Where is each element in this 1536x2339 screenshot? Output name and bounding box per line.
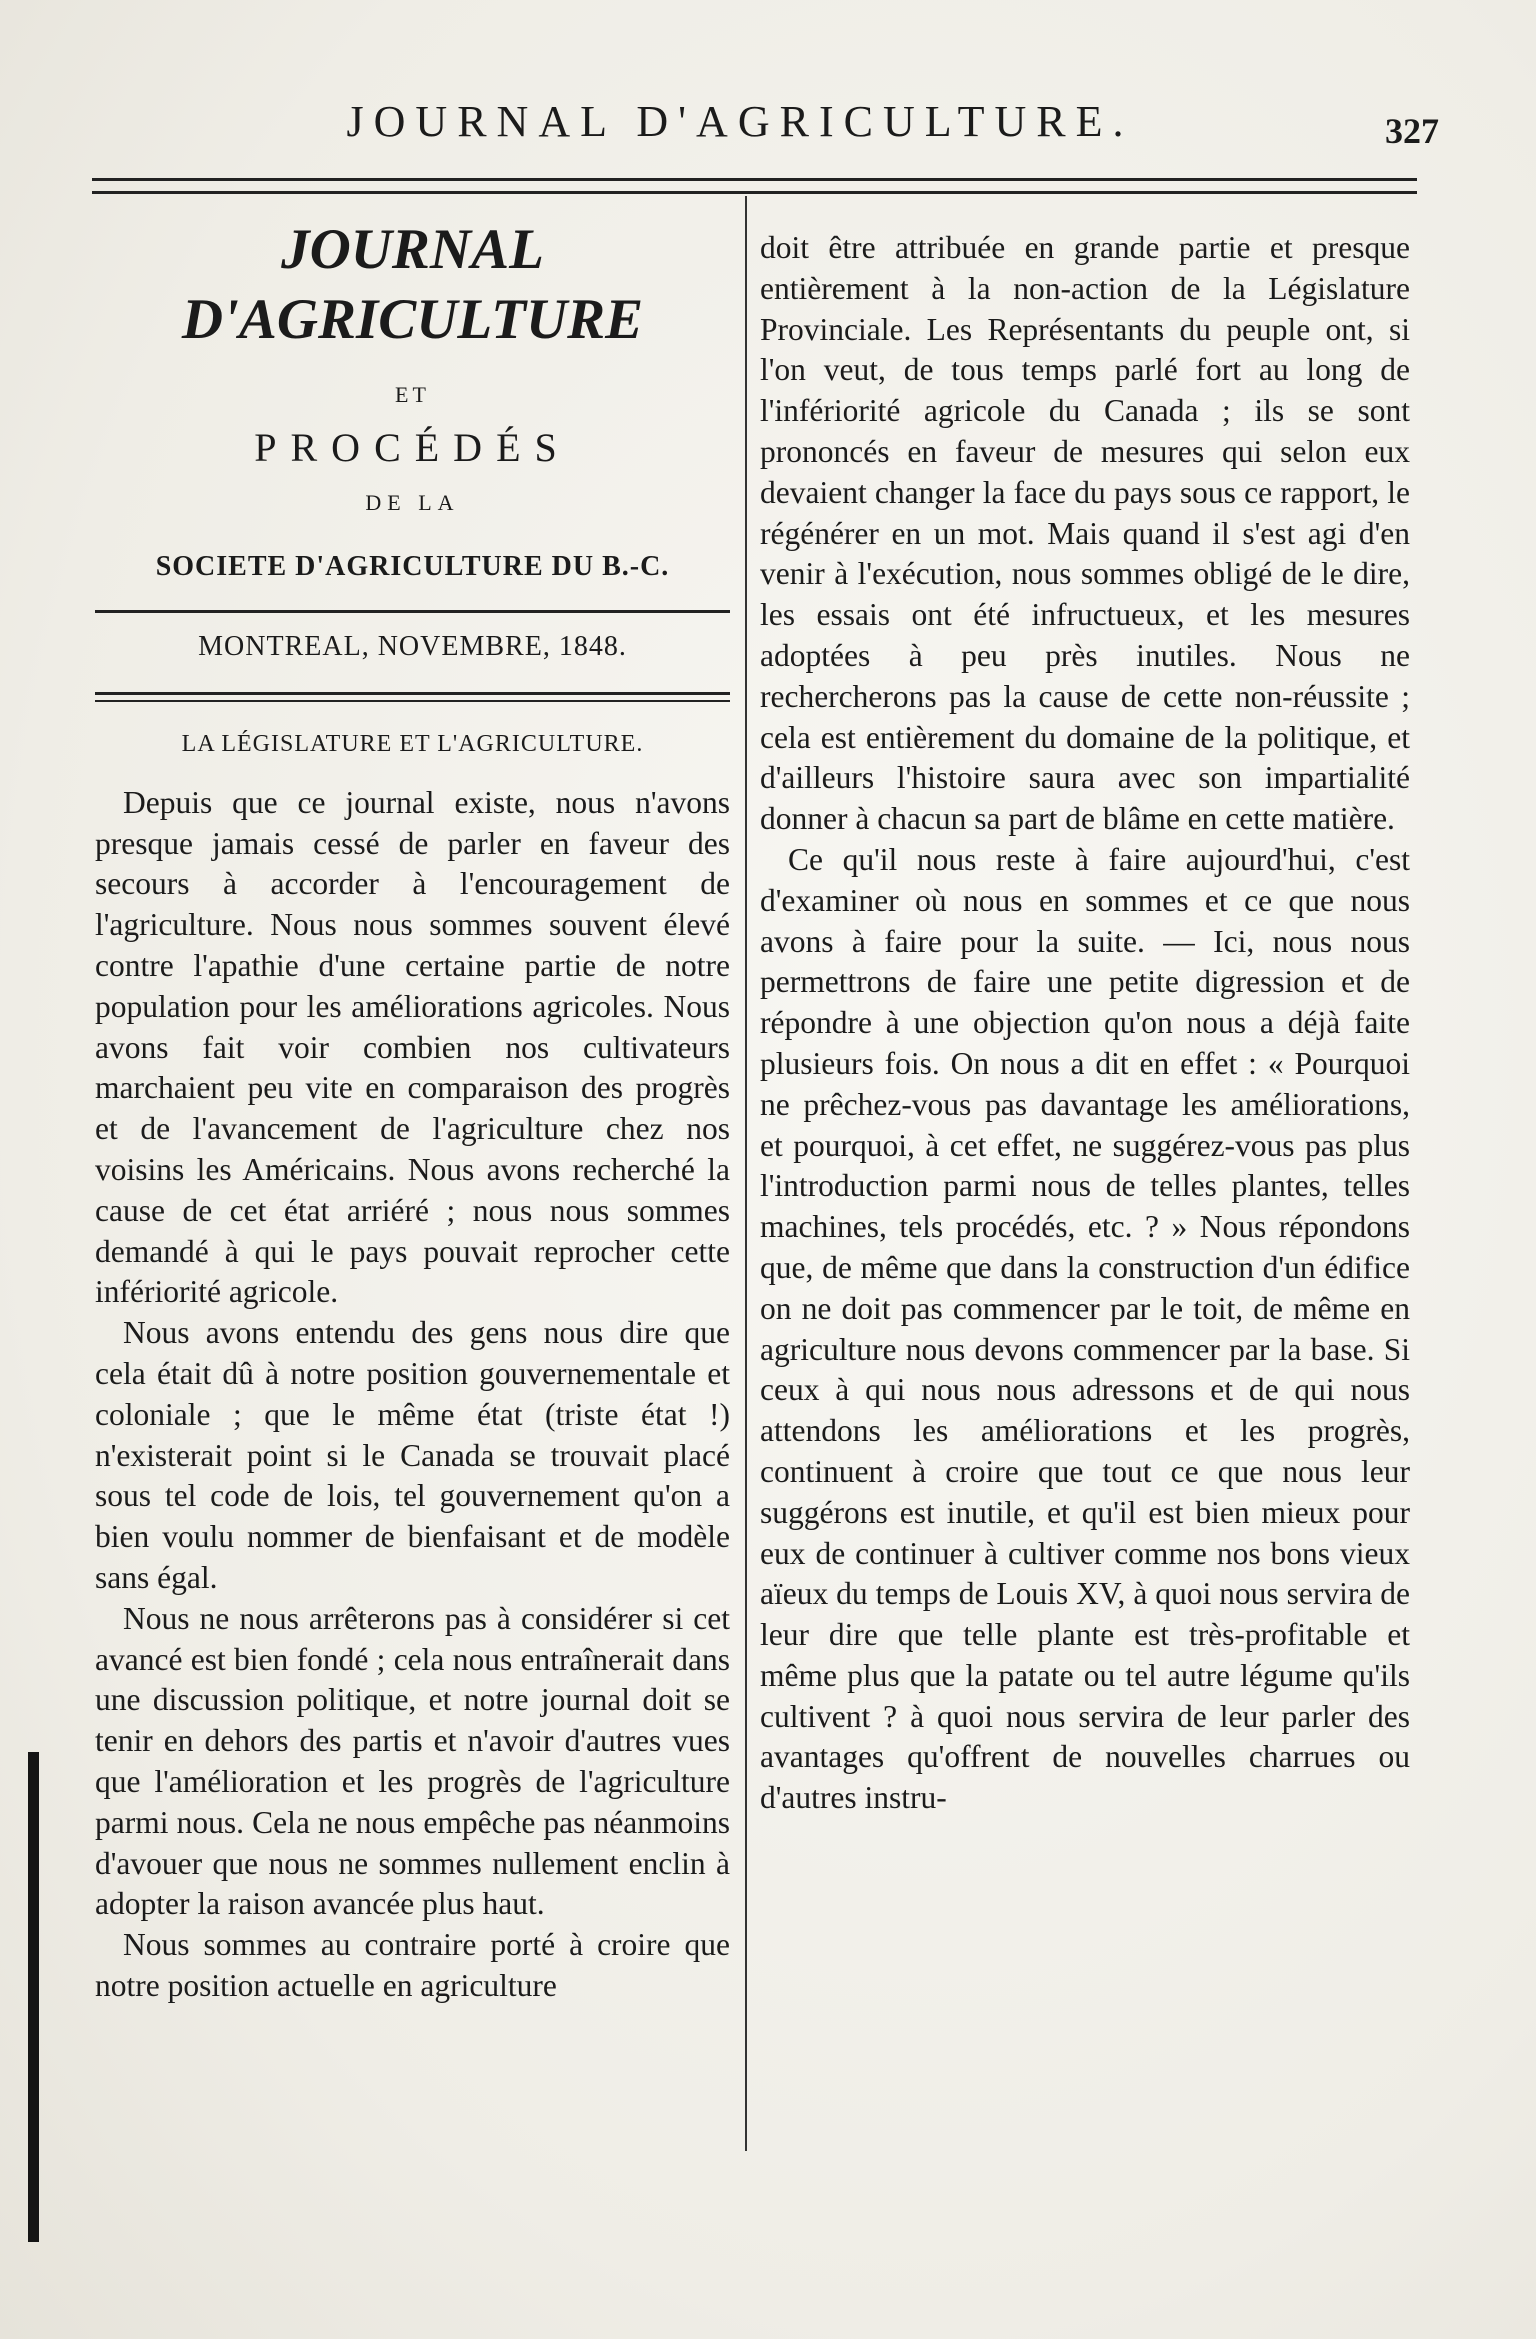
- paragraph: Nous avons entendu des gens nous dire que cela était dû à notre position gouvernementale et coloniale ; que le même état (triste état !) n'existerait point si le Canada se trouvait placé sous tel code de lois, tel gouvernement qu'on a bien voulu nommer de bienfaisant et de modèle sans égal.: [95, 1315, 730, 1595]
- paragraph: Depuis que ce journal existe, nous n'avons presque jamais cessé de parler en faveur des secours à accorder à l'encouragement de l'agriculture. Nous nous sommes souvent élevé contre l'apathie d'une certaine partie de notre population pour les améliorations agricoles. Nous avons fait voir combien nos cultivateurs marchaient peu vite en comparaison des progrès et de l'avancement de l'agriculture chez nos voisins les Américains. Nous avons recherché la cause de cet état arriéré ; nous nous sommes demandé à qui le pays pouvait reprocher cette infériorité agricole.: [95, 784, 730, 1310]
- margin-marker-bar: [28, 1752, 39, 2242]
- page-number: 327: [1385, 111, 1439, 151]
- masthead-procedes: PROCÉDÉS: [254, 424, 571, 470]
- paragraph: doit être attribuée en grande partie et presque entièrement à la non-action de la Législature Provinciale. Les Représentants du peuple ont, si l'on veut, de tous temps parlé fort au long de l'infériorité agricole du Canada ; ils se sont prononcés en faveur de mesures qui selon eux devaient changer la face du pays sous ce rapport, le régénérer en un mot. Mais quand il s'est agi d'en venir à l'exécution, nous sommes obligé de le dire, les essais ont été infructueux, et les mesures adoptées à peu près inutiles. Nous ne rechercherons pas la cause de cette non-réussite ; cela est entièrement du domaine de la politique, et d'ailleurs l'histoire saura avec son impartialité donner à chacun sa part de blâme en cette matière.: [760, 230, 1410, 837]
- masthead-rule: [95, 610, 730, 613]
- paragraph: Nous sommes au contraire porté à croire que notre position actuelle en agriculture: [95, 1927, 730, 2003]
- section-title: LA LÉGISLATURE ET L'AGRICULTURE.: [181, 730, 644, 757]
- left-column: [95, 215, 730, 2007]
- masthead-title: JOURNAL D'AGRICULTURE: [181, 218, 644, 351]
- masthead: [95, 215, 730, 702]
- right-column: [760, 228, 1410, 1819]
- dateline: MONTREAL, NOVEMBRE, 1848.: [198, 631, 627, 663]
- masthead-et: ET: [395, 382, 430, 407]
- column-divider: [745, 196, 747, 2151]
- running-title: JOURNAL D'AGRICULTURE.: [346, 97, 1134, 146]
- dateline-rule: [95, 692, 730, 702]
- paragraph: Ce qu'il nous reste à faire aujourd'hui, c'est d'examiner où nous en sommes et ce que nous avons à faire pour la suite. — Ici, nous nous permettrons de faire une petite digression et de répondre à une objection qu'on nous a déjà faite plusieurs fois. On nous a dit en effet : « Pourquoi ne prêchez-vous pas davantage les améliorations, et pourquoi, à cet effet, ne suggérez-vous pas plus l'introduction parmi nous de telles plantes, telles machines, tels procédés, etc. ? » Nous répondons que, de même que dans la construction d'un édifice on ne doit pas commencer par le toit, de même en agriculture nous devons commencer par la base. Si ceux à qui nous nous adressons et de qui nous attendons les améliorations et les progrès, continuent à croire que tout ce que nous leur suggérons est inutile, et qu'il est bien mieux pour eux de continuer à cultiver comme nos bons vieux aïeux du temps de Louis XV, à quoi nous servira de leur dire que telle plante est très-profitable et même plus que la patate ou tel autre légume qu'ils cultivent ? à quoi nous servira de leur parler des avantages qu'offrent de nouvelles charrues ou d'autres instru-: [760, 841, 1410, 1816]
- paragraph: Nous ne nous arrêterons pas à considérer si cet avancé est bien fondé ; cela nous entraînerait dans une discussion politique, et notre journal doit se tenir en dehors des partis et n'avoir d'autres vues que l'amélioration et les progrès de l'agriculture parmi nous. Cela ne nous empêche pas néanmoins d'avouer que nous ne sommes nullement enclin à adopter la raison avancée plus haut.: [95, 1600, 730, 1922]
- masthead-society: SOCIETE D'AGRICULTURE DU B.-C.: [155, 551, 670, 583]
- masthead-de-la: DE LA: [365, 489, 460, 515]
- top-rule: [92, 178, 1417, 194]
